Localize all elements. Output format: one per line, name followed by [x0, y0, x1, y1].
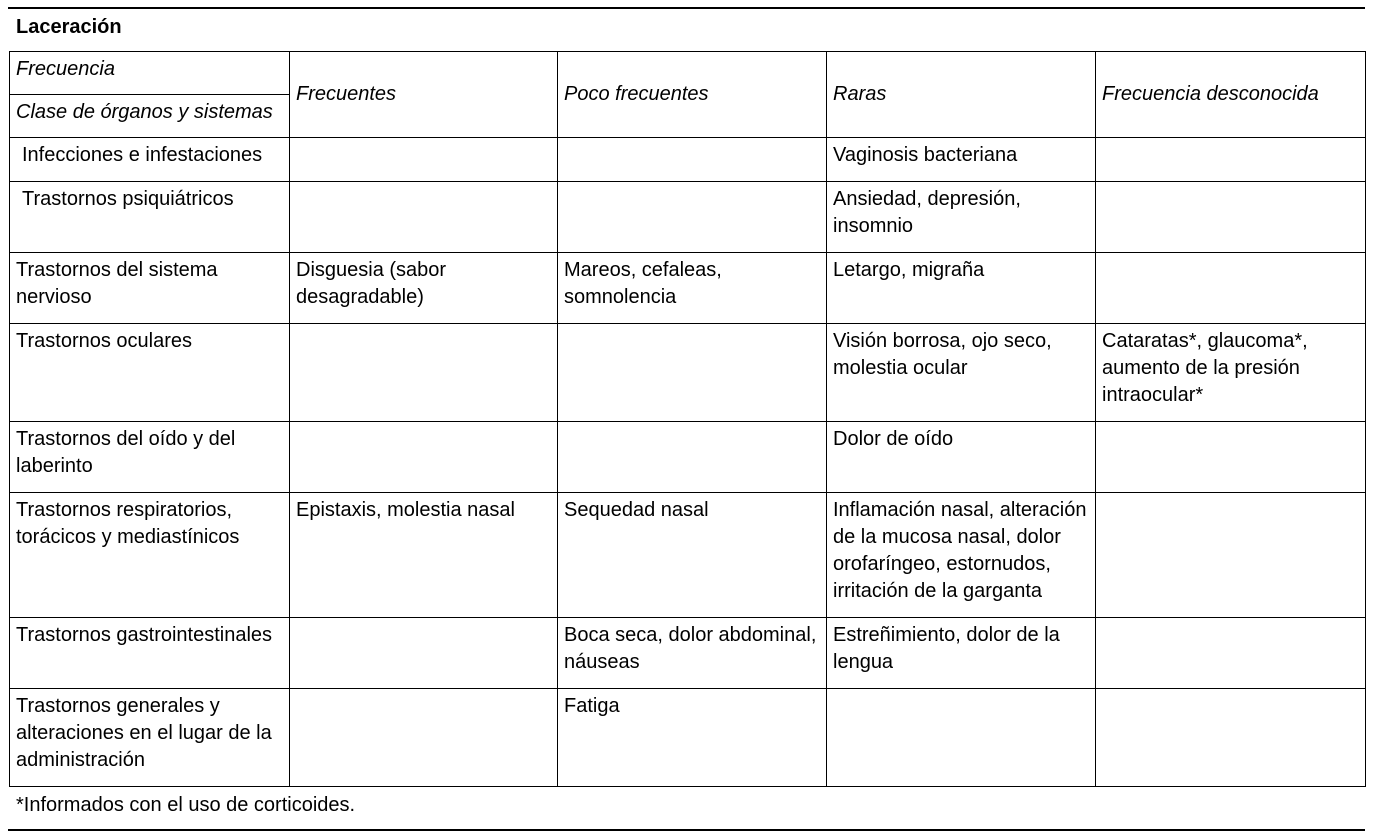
frecuentes-cell: Disguesia (sabor desagradable)	[290, 253, 558, 324]
frecuentes-cell	[290, 422, 558, 493]
soc-cell: Trastornos del sistema nervioso	[10, 253, 290, 324]
raras-cell: Letargo, migraña	[827, 253, 1096, 324]
frecuentes-cell	[290, 689, 558, 787]
footnote: *Informados con el uso de corticoides.	[16, 794, 356, 816]
soc-cell: Trastornos oculares	[10, 324, 290, 422]
table-row	[10, 253, 1366, 324]
poco-frecuentes-cell	[558, 324, 827, 422]
soc-cell: Infecciones e infestaciones	[10, 138, 290, 182]
poco-frecuentes-cell: Mareos, cefaleas, somnolencia	[558, 253, 827, 324]
raras-cell: Visión borrosa, ojo seco, molestia ocular	[827, 324, 1096, 422]
raras-cell: Inflamación nasal, alteración de la mucosa nasal, dolor orofaríngeo, estornudos, irritación de la garganta	[827, 493, 1096, 618]
desconocida-cell: Cataratas*, glaucoma*, aumento de la presión intraocular*	[1096, 324, 1366, 422]
frecuentes-cell	[290, 182, 558, 253]
soc-cell: Trastornos generales y alteraciones en el lugar de la administración	[10, 689, 290, 787]
table-row	[10, 138, 1366, 182]
soc-cell: Trastornos del oído y del laberinto	[10, 422, 290, 493]
table-row	[10, 422, 1366, 493]
desconocida-cell	[1096, 422, 1366, 493]
frecuentes-cell	[290, 324, 558, 422]
adverse-reactions-table	[9, 51, 1366, 787]
poco-frecuentes-cell	[558, 138, 827, 182]
header-raras: Raras	[827, 52, 1096, 138]
raras-cell: Ansiedad, depresión, insomnio	[827, 182, 1096, 253]
top-rule	[8, 7, 1365, 9]
bottom-rule	[8, 829, 1365, 831]
desconocida-cell	[1096, 618, 1366, 689]
desconocida-cell	[1096, 253, 1366, 324]
soc-cell: Trastornos gastrointestinales	[10, 618, 290, 689]
table-row	[10, 493, 1366, 618]
raras-cell: Vaginosis bacteriana	[827, 138, 1096, 182]
poco-frecuentes-cell: Boca seca, dolor abdominal, náuseas	[558, 618, 827, 689]
frecuentes-cell	[290, 138, 558, 182]
raras-cell: Estreñimiento, dolor de la lengua	[827, 618, 1096, 689]
desconocida-cell	[1096, 138, 1366, 182]
raras-cell: Dolor de oído	[827, 422, 1096, 493]
table-row	[10, 324, 1366, 422]
table-row	[10, 618, 1366, 689]
frecuentes-cell	[290, 618, 558, 689]
frecuentes-cell: Epistaxis, molestia nasal	[290, 493, 558, 618]
desconocida-cell	[1096, 182, 1366, 253]
raras-cell	[827, 689, 1096, 787]
header-soc-label: Clase de órganos y sistemas	[10, 95, 290, 138]
header-frecuencia-desconocida: Frecuencia desconocida	[1096, 52, 1366, 138]
header-poco-frecuentes: Poco frecuentes	[558, 52, 827, 138]
soc-cell: Trastornos respiratorios, torácicos y mediastínicos	[10, 493, 290, 618]
section-title: Laceración	[16, 16, 122, 38]
desconocida-cell	[1096, 689, 1366, 787]
table-row	[10, 182, 1366, 253]
header-frecuentes: Frecuentes	[290, 52, 558, 138]
poco-frecuentes-cell: Sequedad nasal	[558, 493, 827, 618]
desconocida-cell	[1096, 493, 1366, 618]
table-row	[10, 689, 1366, 787]
soc-cell: Trastornos psiquiátricos	[10, 182, 290, 253]
poco-frecuentes-cell	[558, 182, 827, 253]
poco-frecuentes-cell: Fatiga	[558, 689, 827, 787]
header-frequency-label: Frecuencia	[10, 52, 290, 95]
poco-frecuentes-cell	[558, 422, 827, 493]
